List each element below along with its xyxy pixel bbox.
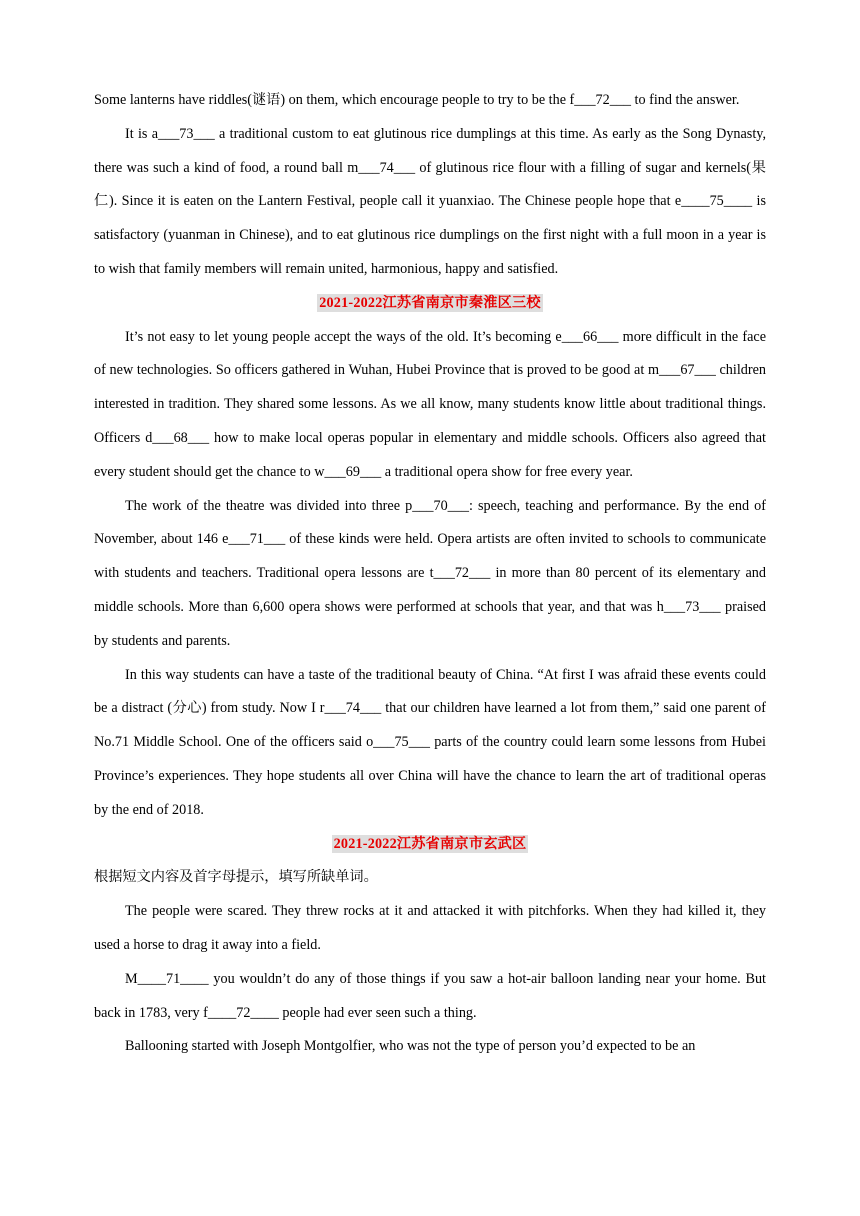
section-heading <box>94 287 766 321</box>
paragraph: In this way students can have a taste of the traditional beauty of China. “At first I was afraid these events could be a distract (分心) from study. Now I r___74___ that our children have learned a lot from them,” said one parent of No.71 Middle School. One of the officers said o___75___ parts of the country could learn some lessons from Hubei Province’s experiences. They hope students all over China will have the chance to learn the art of traditional operas by the end of 2018. <box>94 666 766 818</box>
paragraph-continuation: Some lanterns have riddles(谜语) on them, which encourage people to try to be the f___72___ to find the answer. <box>94 92 740 108</box>
paragraph: It’s not easy to let young people accept the ways of the old. It’s becoming e___66___ more difficult in the face of new technologies. So officers gathered in Wuhan, Hubei Province that is proved to be good at m___67___ children interested in tradition. They shared some lessons. As we all know, many students know little about traditional things. Officers d___68___ how to make local operas popular in elementary and middle schools. Officers also agreed that every student should get the chance to w___69___ a traditional opera show for free every year. <box>94 328 766 480</box>
paragraph: It is a___73___ a traditional custom to eat glutinous rice dumplings at this time. As early as the Song Dynasty, there was such a kind of food, a round ball m___74___ of glutinous rice flour with a filling of sugar and kernels(果仁). Since it is eaten on the Lantern Festival, people call it yuanxiao. The Chinese people hope that e____75____ is satisfactory (yuanman in Chinese), and to eat glutinous rice dumplings on the first night with a full moon in a year is to wish that family members will remain united, harmonious, happy and satisfied. <box>94 125 766 277</box>
paragraph: The people were scared. They threw rocks at it and attacked it with pitchforks. When they had killed it, they used a horse to drag it away into a field. <box>94 903 766 953</box>
section-heading-label: 2021-2022江苏省南京市秦淮区三校 <box>319 294 541 311</box>
document-page <box>94 84 766 1064</box>
section-heading-label: 2021-2022江苏省南京市玄武区 <box>333 835 527 852</box>
section-heading <box>94 828 766 862</box>
instruction-text: 根据短文内容及首字母提示，填写所缺单词。 <box>94 869 378 886</box>
paragraph-truncated: Ballooning started with Joseph Montgolfier, who was not the type of person you’d expected to be an <box>125 1038 696 1055</box>
paragraph: M____71____ you wouldn’t do any of those things if you saw a hot-air balloon landing near your home. But back in 1783, very f____72____ people had ever seen such a thing. <box>94 970 766 1021</box>
paragraph: The work of the theatre was divided into three p___70___: speech, teaching and performance. By the end of November, about 146 e___71___ of these kinds were held. Opera artists are often invited to schools to communicate with students and teachers. Traditional opera lessons are t___72___ in more than 80 percent of its elementary and middle schools. More than 6,600 opera shows were performed at schools that year, and that was h___73___ praised by students and parents. <box>94 497 766 649</box>
